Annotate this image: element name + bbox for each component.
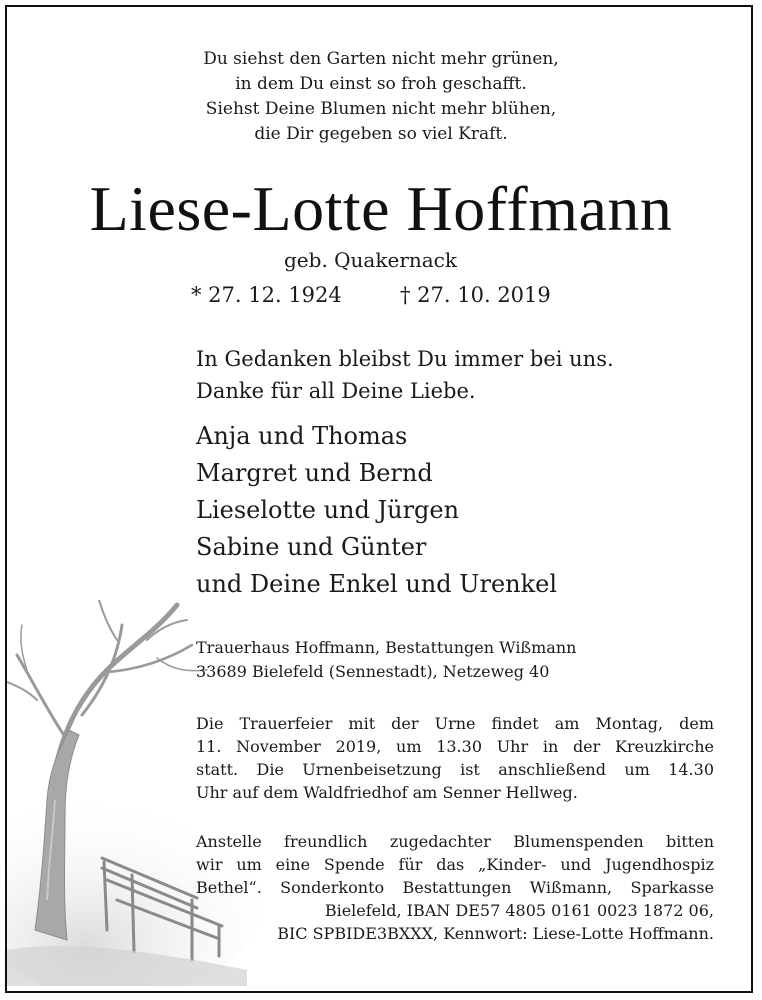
ceremony-line: Uhr auf dem Waldfriedhof am Senner Hellweg. bbox=[196, 783, 578, 802]
remembrance-line: Danke für all Deine Liebe. bbox=[196, 379, 476, 403]
mourner-entry: Anja und Thomas bbox=[196, 422, 408, 450]
mourner-entry: und Deine Enkel und Urenkel bbox=[196, 570, 558, 598]
donation-line: wir um eine Spende für das „Kinder- und Jugendhospiz bbox=[196, 855, 714, 874]
ceremony-notice bbox=[196, 712, 714, 804]
remembrance-line: In Gedanken bleibst Du immer bei uns. bbox=[196, 347, 614, 371]
ceremony-line: Die Trauerfeier mit der Urne findet am Montag, dem bbox=[196, 714, 714, 733]
donation-line: Bethel“. Sonderkonto Bestattungen Wißmann, Sparkasse bbox=[196, 878, 714, 897]
ceremony-line: statt. Die Urnenbeisetzung ist anschließend um 14.30 bbox=[196, 760, 714, 779]
birth-name: geb. Quakernack bbox=[284, 248, 457, 272]
address-line: 33689 Bielefeld (Sennestadt), Netzeweg 40 bbox=[196, 662, 550, 681]
poem-line: in dem Du einst so froh geschafft. bbox=[235, 74, 527, 94]
funeral-home-address bbox=[196, 636, 576, 684]
donation-line: Anstelle freundlich zugedachter Blumenspenden bitten bbox=[196, 832, 714, 851]
poem-line: Du siehst den Garten nicht mehr grünen, bbox=[203, 49, 559, 69]
mourners-list bbox=[196, 418, 557, 603]
mourner-entry: Margret und Bernd bbox=[196, 459, 433, 487]
deceased-name: Liese-Lotte Hoffmann bbox=[89, 173, 673, 244]
ceremony-line: 11. November 2019, um 13.30 Uhr in der Kreuzkirche bbox=[196, 737, 714, 756]
remembrance-text bbox=[196, 343, 614, 407]
donation-line: BIC SPBIDE3BXXX, Kennwort: Liese-Lotte Hoffmann. bbox=[277, 924, 714, 943]
death-date: † 27. 10. 2019 bbox=[400, 283, 551, 307]
poem-line: Siehst Deine Blumen nicht mehr blühen, bbox=[205, 99, 557, 119]
mourner-entry: Lieselotte und Jürgen bbox=[196, 496, 460, 524]
poem-line: die Dir gegeben so viel Kraft. bbox=[254, 124, 508, 144]
donation-notice bbox=[196, 830, 714, 945]
memorial-poem bbox=[0, 47, 762, 147]
address-line: Trauerhaus Hoffmann, Bestattungen Wißmann bbox=[196, 638, 577, 657]
donation-line: Bielefeld, IBAN DE57 4805 0161 0023 1872 06, bbox=[324, 901, 714, 920]
mourner-entry: Sabine und Günter bbox=[196, 533, 427, 561]
birth-date: * 27. 12. 1924 bbox=[191, 283, 342, 307]
